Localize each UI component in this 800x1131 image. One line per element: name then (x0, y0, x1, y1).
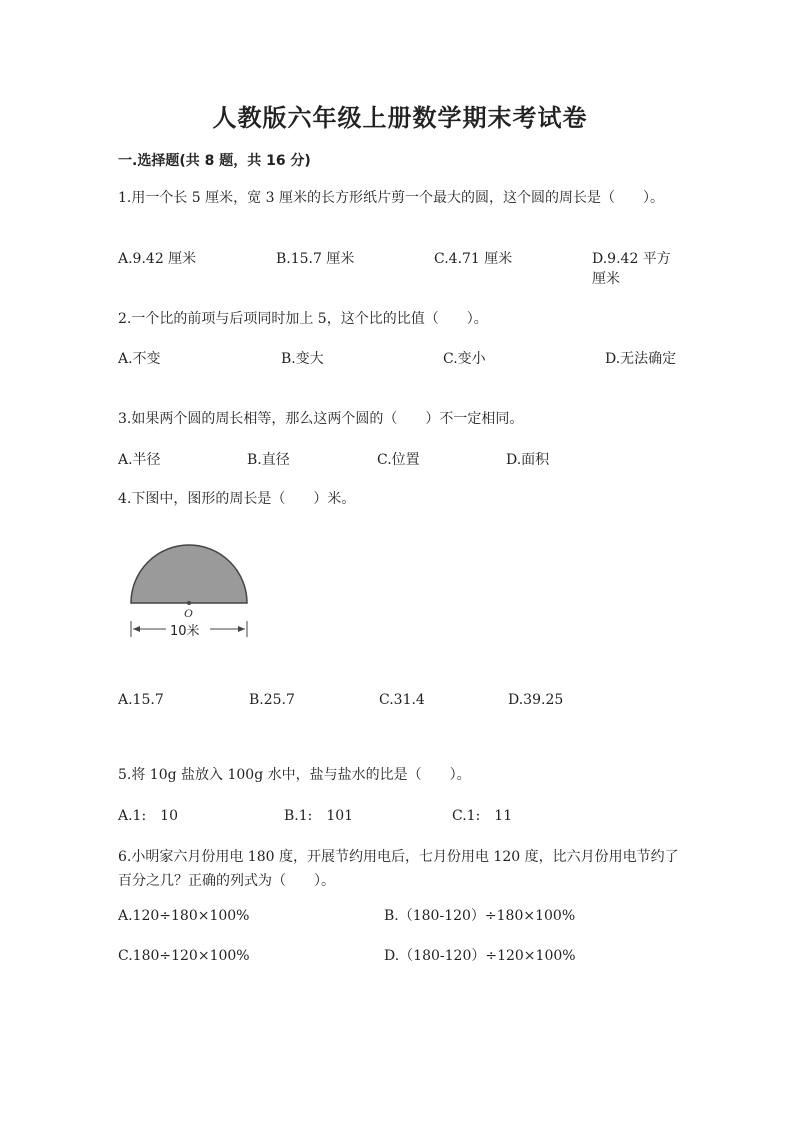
q4-option-d: D.39.25 (508, 692, 564, 708)
q3-option-d: D.面积 (506, 452, 550, 468)
q1-option-a: A.9.42 厘米 (118, 251, 197, 267)
question-3-stem: 3.如果两个圆的周长相等，那么这两个圆的（ ）不一定相同。 (118, 411, 524, 427)
q4-option-c: C.31.4 (379, 692, 425, 708)
q6-option-c: C.180÷120×100% (118, 948, 250, 964)
semicircle-figure (122, 540, 257, 645)
q4-option-b: B.25.7 (249, 692, 295, 708)
q4-option-a: A.15.7 (118, 692, 164, 708)
center-label: O (184, 606, 193, 620)
q3-option-b: B.直径 (247, 452, 290, 468)
dimension-label: 10米 (170, 624, 200, 639)
q6-option-b: B.（180-120）÷180×100% (384, 908, 576, 924)
arrow-right (238, 626, 245, 632)
arrow-left (133, 626, 140, 632)
q5-option-a: A.1: 10 (118, 808, 178, 824)
q6-option-a: A.120÷180×100% (118, 908, 250, 924)
exam-title: 人教版六年级上册数学期末考试卷 (212, 104, 588, 132)
question-1-stem: 1.用一个长 5 厘米，宽 3 厘米的长方形纸片剪一个最大的圆，这个圆的周长是（ ）。 (118, 190, 664, 206)
question-4-stem: 4.下图中，图形的周长是（ ）米。 (118, 491, 356, 507)
q1-option-c: C.4.71 厘米 (434, 251, 513, 267)
q2-option-c: C.变小 (443, 351, 486, 367)
question-2-stem: 2.一个比的前项与后项同时加上 5，这个比的比值（ ）。 (118, 311, 488, 327)
q5-option-b: B.1: 101 (284, 808, 354, 824)
q3-option-c: C.位置 (377, 452, 420, 468)
center-point (187, 601, 191, 605)
semicircle-shape (131, 545, 247, 603)
q2-option-b: B.变大 (281, 351, 324, 367)
q5-option-c: C.1: 11 (452, 808, 513, 824)
section-heading: 一.选择题(共 8 题，共 16 分) (118, 153, 311, 169)
q6-option-d: D.（180-120）÷120×100% (384, 948, 576, 964)
q2-option-a: A.不变 (118, 351, 161, 367)
question-6-stem: 6.小明家六月份用电 180 度，开展节约用电后，七月份用电 120 度，比六月份用电节约了百分之几？正确的列式为（ ）。 (118, 849, 679, 889)
question-5-stem: 5.将 10g 盐放入 100g 水中，盐与盐水的比是（ ）。 (118, 767, 471, 783)
q1-option-b: B.15.7 厘米 (276, 251, 355, 267)
q3-option-a: A.半径 (118, 452, 161, 468)
q1-option-d: D.9.42 平方厘米 (592, 251, 671, 287)
q2-option-d: D.无法确定 (605, 351, 677, 367)
